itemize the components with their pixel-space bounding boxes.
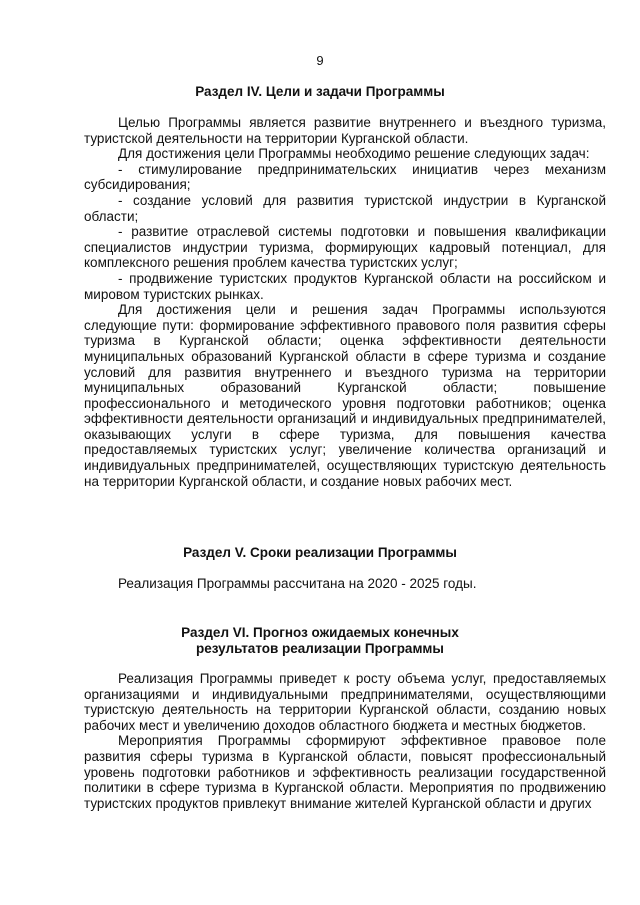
section-5-heading: Раздел V. Сроки реализации Программы [183, 545, 457, 560]
list-item: - создание условий для развития туристской индустрии в Курганской области; [84, 192, 606, 224]
page-number: 9 [316, 53, 324, 68]
paragraph: Для достижения цели Программы необходимо решение следующих задач: [118, 146, 590, 162]
list-item: - продвижение туристских продуктов Курганской области на российском и мировом туристских рынках. [84, 270, 606, 302]
section-4-body [84, 115, 606, 489]
section-4-heading: Раздел IV. Цели и задачи Программы [195, 84, 445, 99]
list-item: - стимулирование предпринимательских инициатив через механизм субсидирования; [84, 161, 606, 193]
paragraph: Мероприятия Программы сформируют эффективное правовое поле развития сферы туризма в Курганской области, повысят профессиональный уровень подготовки работников и эффективность реализации государственной политики в сфере туризма в Курганской области. Мероприятия по продвижению туристских продуктов привлекут внимание жителей Курганской области и других [84, 733, 606, 811]
section-6-heading-line-2: результатов реализации Программы [196, 641, 444, 656]
paragraph: Реализация Программы рассчитана на 2020 - 2025 годы. [118, 576, 477, 591]
paragraph: Реализация Программы приведет к росту объема услуг, предоставляемых организациями и индивидуальными предпринимателями, осуществляющими туристскую деятельность на территории Курганской области, созданию новых рабочих мест и увеличению доходов областного бюджета и местных бюджетов. [84, 671, 606, 733]
paragraph: Для достижения цели и решения задач Программы используются следующие пути: формирование эффективного правового поля развития сферы туризма в Курганской области; оценка эффективности деятельности муниципальных образований Курганской области в сфере туризма и создание условий для развития внутреннего и въездного туризма на территории муниципальных образований Курганской области; повышение профессионального и методического уровня подготовки работников; оценка эффективности деятельности организаций и индивидуальных предпринимателей, оказывающих услуги в сфере туризма, для повышения качества предоставляемых туристских услуг; увеличение количества организаций и индивидуальных предпринимателей, осуществляющих туристскую деятельность на территории Курганской области, и создание новых рабочих мест. [84, 302, 606, 489]
paragraph: Целью Программы является развитие внутреннего и въездного туризма, туристской деятельности на территории Курганской области. [84, 115, 606, 146]
section-6-body [84, 671, 606, 811]
section-6-heading-line-1: Раздел VI. Прогноз ожидаемых конечных [181, 625, 459, 640]
section-5-body [84, 576, 606, 592]
list-item: - развитие отраслевой системы подготовки и повышения квалификации специалистов индустрии туризма, формирующих кадровый потенциал, для комплексного решения проблем качества туристских услуг; [84, 224, 606, 271]
